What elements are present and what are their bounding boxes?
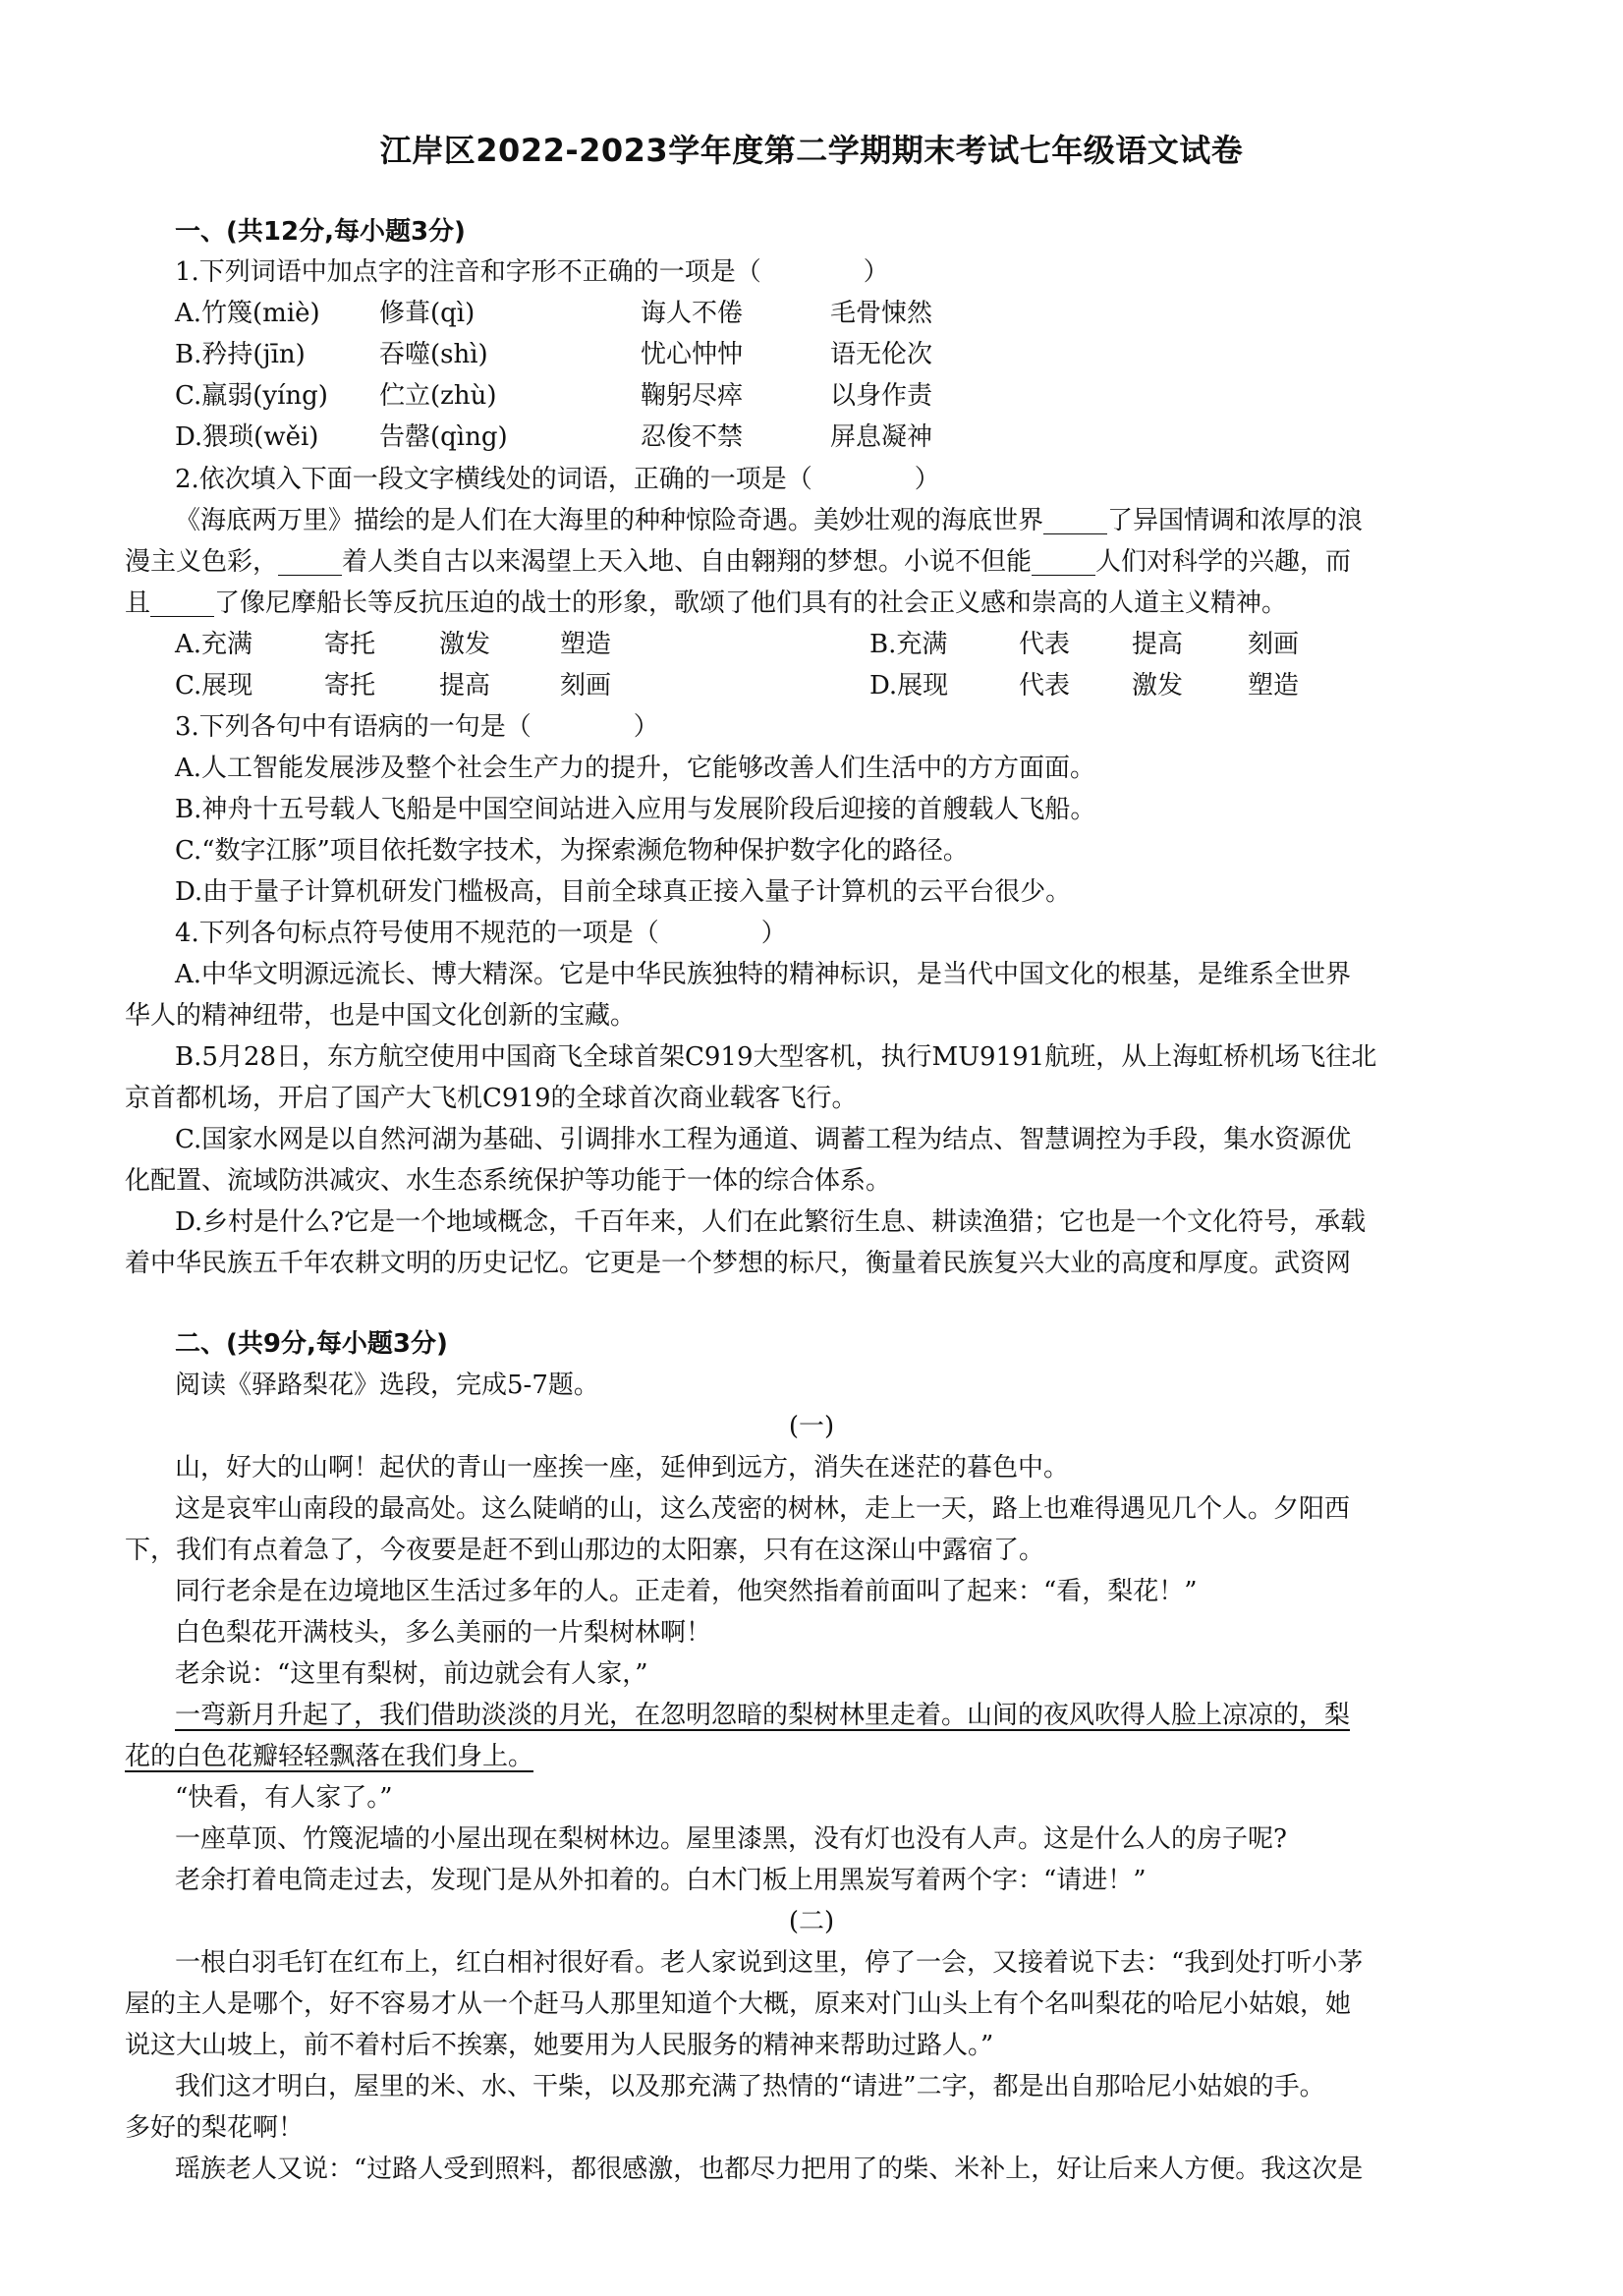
q2-option-b-3: 提高 xyxy=(1132,630,1184,659)
q2-passage-line2: 漫主义色彩，_____着人类自古以来渴望上天入地、自由翱翔的梦想。小说不但能_____人们对科学的兴趣，而 xyxy=(125,547,1352,577)
q1-option-b-word1: B.矜持(jīn) xyxy=(175,340,306,369)
q3-option-c: C.“数字江豚”项目依托数字技术，为探索濒危物种保护数字化的路径。 xyxy=(175,836,969,866)
q2-option-a-1: A.充满 xyxy=(175,630,253,659)
q4-option-b-line2: 京首都机场，开启了国产大飞机C919的全球首次商业载客飞行。 xyxy=(125,1084,858,1113)
passage-1-line6: 老余说：“这里有梨树，前边就会有人家，” xyxy=(175,1659,648,1689)
q2-option-b-1: B.充满 xyxy=(869,630,948,659)
q1-option-c-word4: 以身作责 xyxy=(830,381,933,411)
q4-option-c-line2: 化配置、流域防洪减灾、水生态系统保护等功能于一体的综合体系。 xyxy=(125,1166,892,1196)
q1-option-d-word3: 忍俊不禁 xyxy=(641,422,744,452)
exam-title: 江岸区2022-2023学年度第二学期期末考试七年级语文试卷 xyxy=(379,132,1244,169)
passage-2-line2: 屋的主人是哪个，好不容易才从一个赶马人那里知道个大概，原来对门山头上有个名叫梨花的哈尼小姑娘，她 xyxy=(125,1989,1352,2019)
q1-option-a-word1: A.竹篾(miè) xyxy=(175,299,320,328)
q2-option-d-1: D.展现 xyxy=(869,671,949,700)
q1-option-c-word1: C.羸弱(yíng) xyxy=(175,381,328,411)
q4-option-a-line2: 华人的精神纽带，也是中国文化创新的宝藏。 xyxy=(125,1001,637,1031)
passage-2-line6: 瑶族老人又说：“过路人受到照料，都很感激，也都尽力把用了的柴、米补上，好让后来人方便。我这次是 xyxy=(175,2155,1364,2184)
q1-option-a-word4: 毛骨悚然 xyxy=(830,299,933,328)
q4-stem: 4.下列各句标点符号使用不规范的一项是（ ） xyxy=(175,919,787,948)
q2-passage-line1: 《海底两万里》描绘的是人们在大海里的种种惊险奇遇。美妙壮观的海底世界_____了异国情调和浓厚的浪 xyxy=(175,506,1364,535)
q2-option-a-3: 激发 xyxy=(439,630,491,659)
passage-1-line9: “快看，有人家了。” xyxy=(175,1783,393,1813)
q2-option-a-4: 塑造 xyxy=(560,630,612,659)
reading-intro: 阅读《驿路梨花》选段，完成5-7题。 xyxy=(175,1371,599,1400)
passage-1-underlined-line1: 一弯新月升起了，我们借助淡淡的月光，在忽明忽暗的梨树林里走着。山间的夜风吹得人脸上凉凉的，梨 xyxy=(175,1701,1351,1730)
q3-option-b: B.神舟十五号载人飞船是中国空间站进入应用与发展阶段后迎接的首艘载人飞船。 xyxy=(175,795,1096,824)
passage-1-line1: 山，好大的山啊！起伏的青山一座挨一座，延伸到远方，消失在迷茫的暮色中。 xyxy=(175,1453,1070,1483)
passage-part2-label: (二) xyxy=(788,1907,835,1936)
q2-option-d-4: 塑造 xyxy=(1248,671,1300,700)
q1-option-a-word3: 诲人不倦 xyxy=(641,299,744,328)
q4-option-a-line1: A.中华文明源远流长、博大精深。它是中华民族独特的精神标识，是当代中国文化的根基，是维系全世界 xyxy=(175,960,1352,989)
q2-option-c-4: 刻画 xyxy=(560,671,612,700)
passage-1-line10: 一座草顶、竹篾泥墙的小屋出现在梨树林边。屋里漆黑，没有灯也没有人声。这是什么人的房子呢? xyxy=(175,1824,1287,1854)
q1-option-c-word2: 伫立(zhù) xyxy=(379,381,497,411)
q1-option-b-word2: 吞噬(shì) xyxy=(379,340,488,369)
q3-option-a: A.人工智能发展涉及整个社会生产力的提升，它能够改善人们生活中的方方面面。 xyxy=(175,754,1096,783)
passage-1-line2: 这是哀牢山南段的最高处。这么陡峭的山，这么茂密的树林，走上一天，路上也难得遇见几个人。夕阳西 xyxy=(175,1494,1351,1524)
q4-option-d-line1: D.乡村是什么?它是一个地域概念，千百年来，人们在此繁衍生息、耕读渔猎；它也是一个文化符号，承载 xyxy=(175,1207,1367,1237)
passage-2-line3: 说这大山坡上，前不着村后不挨寨，她要用为人民服务的精神来帮助过路人。” xyxy=(125,2031,994,2060)
passage-1-line4: 同行老余是在边境地区生活过多年的人。正走着，他突然指着前面叫了起来：“看，梨花！” xyxy=(175,1577,1198,1606)
q1-option-d-word4: 屏息凝神 xyxy=(830,422,933,452)
passage-2-line5: 多好的梨花啊！ xyxy=(125,2113,305,2143)
section-2-heading: 二、(共9分,每小题3分) xyxy=(175,1329,448,1359)
q4-option-c-line1: C.国家水网是以自然河湖为基础、引调排水工程为通道、调蓄工程为结点、智慧调控为手段，集水资源优 xyxy=(175,1125,1352,1154)
q1-option-b-word3: 忧心忡忡 xyxy=(641,340,744,369)
q2-option-c-3: 提高 xyxy=(439,671,491,700)
q2-option-b-2: 代表 xyxy=(1019,630,1071,659)
passage-1-line11: 老余打着电筒走过去，发现门是从外扣着的。白木门板上用黑炭写着两个字：“请进！” xyxy=(175,1866,1147,1895)
q3-stem: 3.下列各句中有语病的一句是（ ） xyxy=(175,712,659,742)
q2-passage-line3: 且_____了像尼摩船长等反抗压迫的战士的形象，歌颂了他们具有的社会正义感和崇高的人道主义精神。 xyxy=(125,588,1288,618)
passage-1-line3: 下，我们有点着急了，今夜要是赶不到山那边的太阳寨，只有在这深山中露宿了。 xyxy=(125,1536,1045,1565)
q2-option-c-2: 寄托 xyxy=(324,671,376,700)
q2-stem: 2.依次填入下面一段文字横线处的词语，正确的一项是（ ） xyxy=(175,465,940,494)
q1-stem: 1.下列词语中加点字的注音和字形不正确的一项是（ ） xyxy=(175,257,889,287)
q1-option-d-word2: 告罄(qìng) xyxy=(379,422,508,452)
q1-option-b-word4: 语无伦次 xyxy=(830,340,933,369)
passage-2-line1: 一根白羽毛钉在红布上，红白相衬很好看。老人家说到这里，停了一会，又接着说下去：“我到处打听小茅 xyxy=(175,1948,1364,1978)
q2-option-c-1: C.展现 xyxy=(175,671,253,700)
q1-option-c-word3: 鞠躬尽瘁 xyxy=(641,381,744,411)
passage-1-underlined-line2: 花的白色花瓣轻轻飘落在我们身上。 xyxy=(125,1742,534,1771)
q1-option-a-word2: 修葺(qì) xyxy=(379,299,476,328)
passage-1-line5: 白色梨花开满枝头，多么美丽的一片梨树林啊！ xyxy=(175,1618,712,1648)
section-1-heading: 一、(共12分,每小题3分) xyxy=(175,217,466,247)
q4-option-b-line1: B.5月28日，东方航空使用中国商飞全球首架C919大型客机，执行MU9191航班，从上海虹桥机场飞往北 xyxy=(175,1042,1377,1072)
q2-option-b-4: 刻画 xyxy=(1248,630,1300,659)
passage-part1-label: (一) xyxy=(788,1412,835,1441)
passage-2-line4: 我们这才明白，屋里的米、水、干柴，以及那充满了热情的“请进”二字，都是出自那哈尼小姑娘的手。 xyxy=(175,2072,1325,2101)
q3-option-d: D.由于量子计算机研发门槛极高，目前全球真正接入量子计算机的云平台很少。 xyxy=(175,877,1072,907)
q4-option-d-line2: 着中华民族五千年农耕文明的历史记忆。它更是一个梦想的标尺，衡量着民族复兴大业的高度和厚度。武资网 xyxy=(125,1249,1352,1278)
q1-option-d-word1: D.猥琐(wěi) xyxy=(175,422,319,452)
q2-option-d-3: 激发 xyxy=(1132,671,1184,700)
q2-option-d-2: 代表 xyxy=(1019,671,1071,700)
q2-option-a-2: 寄托 xyxy=(324,630,376,659)
